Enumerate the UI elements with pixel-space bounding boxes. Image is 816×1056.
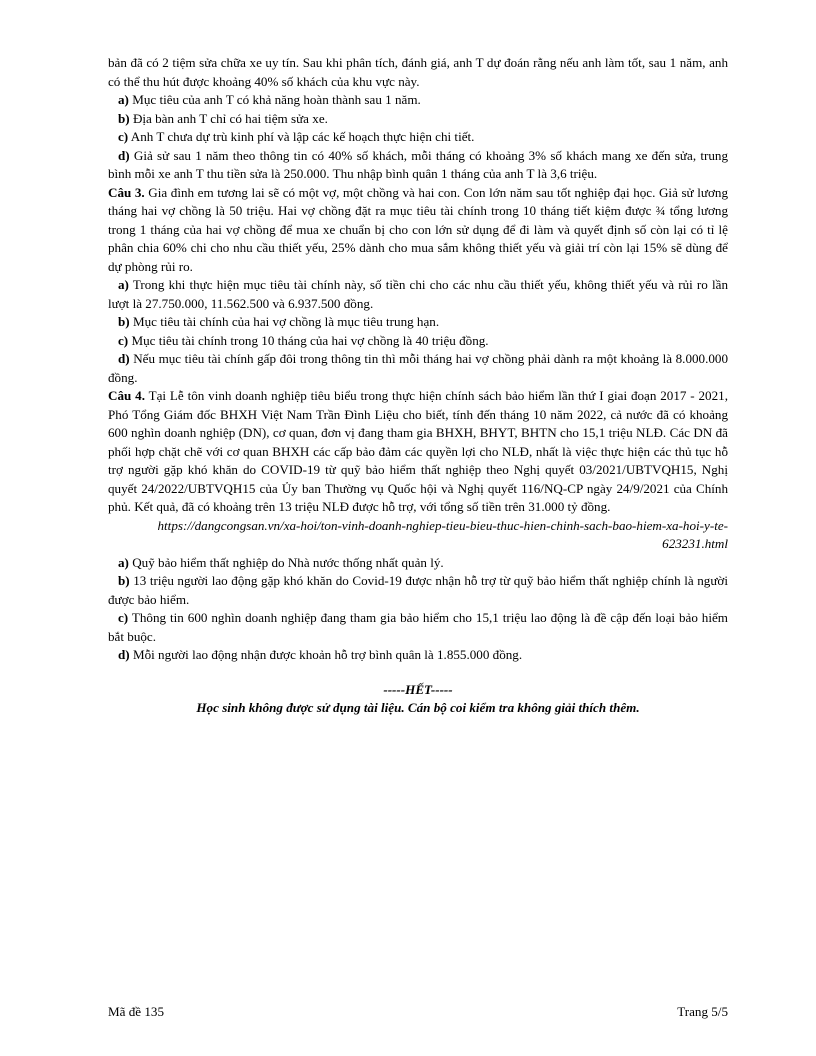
option-label: a) [118, 554, 129, 570]
question-label: Câu 4. [108, 388, 145, 403]
question-2-option-b [108, 110, 728, 129]
exam-code: Mã đề 135 [108, 1004, 165, 1019]
question-4-option-a [108, 554, 728, 573]
question-4-option-c [108, 609, 728, 646]
question-2-stem-continuation: bản đã có 2 tiệm sửa chữa xe uy tín. Sau khi phân tích, đánh giá, anh T dự đoán rằng nếu anh làm tốt, sau 1 năm, anh có thể thu hút được khoảng 40% số khách của khu vực này. [108, 55, 728, 89]
option-label: d) [118, 647, 130, 662]
question-2-option-c [108, 128, 728, 147]
option-label: c) [118, 129, 129, 144]
option-label: a) [118, 92, 129, 107]
question-3-option-d [108, 350, 728, 387]
question-3-option-c [108, 332, 728, 351]
option-text: Trong khi thực hiện mục tiêu tài chính này, số tiền chi cho các nhu cầu thiết yếu, không thiết yếu và rủi ro lần lượt là 27.750.000, 11.562.500 và 6.937.500 đồng. [108, 277, 728, 311]
option-label: b) [118, 314, 130, 329]
option-text: Anh T chưa dự trù kinh phí và lập các kế hoạch thực hiện chi tiết. [130, 129, 475, 144]
option-text: Mỗi người lao động nhận được khoản hỗ trợ bình quân là 1.855.000 đồng. [132, 647, 523, 662]
option-label: c) [118, 610, 129, 625]
option-label: d) [118, 147, 130, 163]
source-url: https://dangcongsan.vn/xa-hoi/ton-vinh-doanh-nghiep-tieu-bieu-thuc-hien-chinh-sach-bao-hiem-xa-hoi-y-te-623231.html [157, 517, 728, 551]
question-2-option-a [108, 91, 728, 110]
question-3-stem [108, 184, 728, 277]
question-4-option-d [108, 646, 728, 665]
option-text: 13 triệu người lao động gặp khó khăn do Covid-19 được nhận hỗ trợ từ quỹ bảo hiểm thất nghiệp chính là người được bảo hiểm. [108, 573, 728, 607]
question-label: Câu 3. [108, 184, 145, 200]
question-3-option-a [108, 276, 728, 313]
option-label: a) [118, 277, 129, 292]
option-text: Mục tiêu của anh T có khả năng hoàn thành sau 1 năm. [132, 92, 421, 107]
option-label: d) [118, 351, 130, 366]
question-4-stem [108, 387, 728, 517]
page-number: Trang 5/5 [677, 1004, 728, 1019]
option-text: Mục tiêu tài chính trong 10 tháng của hai vợ chồng là 40 triệu đồng. [131, 332, 489, 348]
question-4-option-b [108, 572, 728, 609]
question-text: Tại Lễ tôn vinh doanh nghiệp tiêu biểu trong thực hiện chính sách bảo hiểm lần thứ I giai đoạn 2017 - 2021, Phó Tổng Giám đốc BHXH Việt Nam Trần Đình Liệu cho biết, tính đến tháng 10 năm 2022, cả nước đã có khoảng 600 nghìn doanh nghiệp (DN), cơ quan, đơn vị đang tham gia BHXH, BHYT, BHTN cho 15,1 triệu NLĐ. Các DN đã phối hợp chặt chẽ với cơ quan BHXH các cấp bảo đảm các quyền lợi cho NLĐ, nhất là việc thực hiện các thủ tục hỗ trợ người gặp khó khăn do COVID-19 từ quỹ bảo hiểm thất nghiệp theo Nghị quyết 03/2021/UBTVQH15, Nghị quyết 24/2022/UBTVQH15 của Ủy ban Thường vụ Quốc hội và Nghị quyết 116/NQ-CP ngày 24/9/2021 của Chính phủ. Kết quả, đã có khoảng trên 13 triệu NLĐ được hỗ trợ, với tổng số tiền trên 31.000 tỷ đồng. [108, 388, 728, 514]
option-label: b) [118, 110, 130, 126]
option-label: c) [118, 332, 129, 348]
end-mark: -----HẾT----- [383, 681, 453, 697]
option-text: Giả sử sau 1 năm theo thông tin có 40% số khách, mỗi tháng có khoảng 3% số khách mang xe đến sửa, trung bình mỗi xe anh T thu tiền sửa là 250.000. Thu nhập bình quân 1 tháng của anh T là 3,6 triệu. [108, 147, 728, 181]
closing-note: Học sinh không được sử dụng tài liệu. Cán bộ coi kiểm tra không giải thích thêm. [196, 700, 640, 715]
option-text: Nếu mục tiêu tài chính gấp đôi trong thông tin thì mỗi tháng hai vợ chồng phải dành ra một khoảng là 8.000.000 đồng. [108, 351, 729, 385]
option-text: Quỹ bảo hiểm thất nghiệp do Nhà nước thống nhất quản lý. [132, 554, 444, 570]
option-text: Thông tin 600 nghìn doanh nghiệp đang tham gia bảo hiểm cho 15,1 triệu lao động là đề cập đến loại bảo hiểm bắt buộc. [108, 610, 728, 644]
option-text: Mục tiêu tài chính của hai vợ chồng là mục tiêu trung hạn. [132, 314, 440, 329]
option-label: b) [118, 573, 130, 588]
question-2-option-d [108, 147, 728, 184]
question-text: Gia đình em tương lai sẽ có một vợ, một chồng và hai con. Con lớn năm sau tốt nghiệp đại học. Giả sử lương tháng hai vợ chồng là 50 triệu. Hai vợ chồng đặt ra mục tiêu tài chính trong 10 tháng tiết kiệm được ¾ tổng lương trong 1 tháng của hai vợ chồng để mua xe chuẩn bị cho con lớn sử dụng để đi làm và quyết định số còn lại có tỉ lệ phân chia 60% chi cho nhu cầu thiết yếu, 25% dành cho mua sắm không thiết yếu và giải trí còn lại 15% sẽ dùng để dự phòng rủi ro. [108, 184, 728, 274]
exam-body [108, 54, 728, 718]
option-text: Địa bàn anh T chỉ có hai tiệm sửa xe. [132, 110, 328, 126]
question-3-option-b [108, 313, 728, 332]
